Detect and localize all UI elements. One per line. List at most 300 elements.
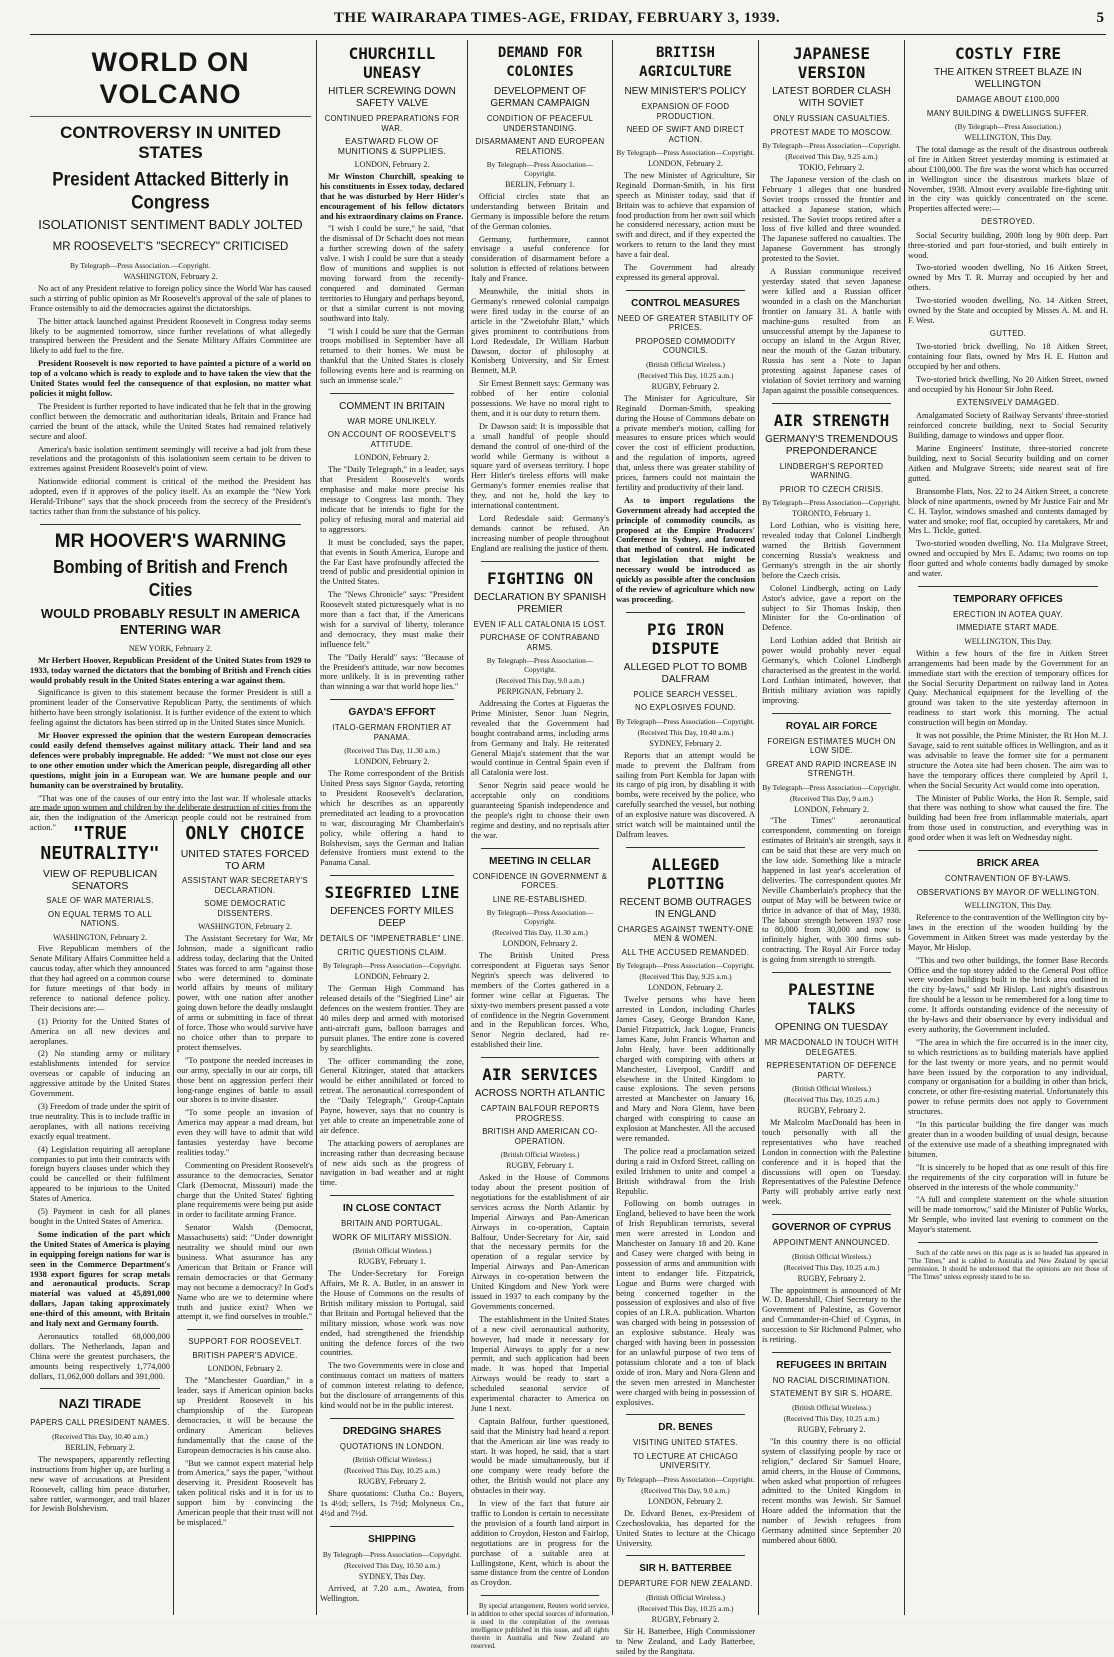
dateline: SYDNEY, This Day. [358,1572,426,1581]
divider [187,1329,303,1330]
dateline: LONDON, February 2. [354,757,430,767]
divider [330,1418,454,1419]
dateline: BERLIN, February 1. [505,180,575,189]
received-time: (Received This Day, 9.25 a.m.) [639,972,732,982]
article-paragraph: "To postpone the needed increases in our army, specially in our air corps, till those bent on aggression perfect their long-range engines of battle to assail our shores is to invite disaster. [177,1055,313,1105]
subheadline: ALL THE ACCUSED REMANDED. [621,947,750,957]
dateline: RUGBY, February 1. [506,1161,574,1171]
subheadline: BRITISH AND AMERICAN CO-OPERATION. [482,1127,598,1146]
article-paragraph: The new Minister of Agriculture, Sir Reginald Dorman-Smith, in his first speech as Minister today, said that if Britain was to achieve that expansion of food production from her own soil which he considered necessary, action must be swift and direct, and if they expected the workers to return to the land they must have a fair deal. [616,170,755,260]
subheadline: OPENING ON TUESDAY [775,1022,888,1034]
article-paragraph: It must be concluded, says the paper, that events in South America, Europe and the Far East have profoundly affected the trend of public and presidential opinion in the United States. [320,537,464,587]
article-paragraph: Twelve persons who have been arrested in London, including Charles James Casey, George Brandon Kane, Daniel Fitzpatrick, Jack Logue, Francis James Kane, John Francis Wharton and John Healy, have been additionally charged with conspiring with others at Manchester, Liverpool, Cardiff and elsewhere in the United Kingdom to cause explosions. The seven persons arrested at Manchester on January 16, and Mary and Nora Glenn, have been charged with conspiring to cause an explosion at Manchester. All the accused were remanded. [616,995,755,1143]
dateline: WASHINGTON, February 2. [52,932,148,942]
article-paragraph: Senator Walsh (Democrat, Massachusetts) said: "Under downright neutrality we should mind our own business. What assurance has any American that Britain or France will remain democracies or that Germany may not become a democracy? In God's Name who are we to determine where truth and justice exist? When we attempt it, we find ourselves in trouble." [177,1223,313,1322]
article-paragraph: Two-storied wooden dwelling, No 16 Aitken Street, owned by Mrs T. R. Murray and occupied by her and others. [908,263,1108,293]
dateline: WASHINGTON, February 2. [123,272,218,281]
article-paragraph: (2) No standing army or military establishments intended for service overseas or capable of inducing an aggressive attitude by the United States Government. [30,1049,170,1099]
subheadline: CRITIC QUESTIONS CLAIM. [337,947,447,957]
dateline: LONDON, February 2. [648,159,723,168]
dateline: RUGBY, February 2. [797,1424,866,1434]
subheadline: IMMEDIATE START MADE. [956,623,1060,633]
subheadline: MR ROOSEVELT'S "SECRECY" CRITICISED [52,241,289,253]
byline: By Telegraph—Press Association—Copyright. [486,908,594,927]
received-time: (Received This Day, 10.25 a.m.) [783,1413,880,1423]
subheadline: ASSISTANT WAR SECRETARY'S DECLARATION. [182,876,308,895]
article-paragraph: The Rome correspondent of the British United Press says Signor Gayda, retorting to President Roosevelt's declaration, which he describes as an apparently premeditated act leading to a provocation to war, discouraging Mr Chamberlain's policy, while offering a hand to Bolshevism, says the German and Italian defensive frontiers must extend to the Panama Canal. [320,769,464,868]
column-rule [316,40,317,1615]
article-paragraph: The "Manchester Guardian," in a leader, says if American opinion backs up President Roosevelt in his championship of the European democracies, it will be because the ordinary American believes fundamentally that the cause of the European democracies is his cause also. [177,1376,313,1455]
article-paragraph: The "News Chronicle" says: "President Roosevelt stated picturesquely what is no more than a fact that, if the Americans wish for a survival of liberty, tolerance and democracy, they must make their influence felt." [320,590,464,649]
divider [330,875,454,876]
article-paragraph: Lord Lothian added that British air power would probably never equal Germany's, which Colonel Lindbergh characterised as the greatest in the world. Lord Lothian intimated, however, that British military aviation was rapidly improving. [762,636,901,705]
article-paragraph: "In this particular building the fire danger was much greater than in a wooden building of usual design, because of the extensive use made of a sheathing impregnated with bitumen. [908,1120,1108,1159]
dateline: WELLINGTON, This Day. [964,901,1052,911]
headline: ALLEGED PLOTTING [646,854,725,893]
article-paragraph: The Minister of Public Works, the Hon R. Semple, said that there was nothing to show what caused the fire. The building had been free from inflammable materials, apart from those used in construction, and everything was in good order when it was left on Wednesday night. [908,793,1108,843]
subheadline: WORK OF MILITARY MISSION. [332,1232,452,1242]
headline: MEETING IN CELLAR [489,855,591,867]
byline: By Telegraph—Press Association—Copyright. [322,1550,462,1559]
divider [772,1352,891,1353]
article-paragraph: Significance is given to this statement because the former President is still a prominent leader of the Conservative Republican Party, the sentiments of which hitherto have been strongly isolationist. It is further evidence of the extent to which feeling against the dictators has been stirred up in the United States since Munich. [30,688,311,728]
subheadline: ALLEGED PLOT TO BOMB DALFRAM [623,661,748,685]
headline: SIR H. BATTERBEE [639,1563,732,1575]
subheadline: EVEN IF ALL CATALONIA IS LOST. [473,619,607,629]
headline: FIGHTING ON [487,568,593,588]
article-paragraph: Two-storied wooden dwelling, No. 11a Mulgrave Street, owned and occupied by Mrs E. Adams; two rooms on top floor gutted and whole contents badly damaged by smoke and water. [908,539,1108,579]
headline: BRITISH AGRICULTURE [639,45,732,80]
subheadline: MR MACDONALD IN TOUCH WITH DELEGATES. [764,1038,899,1057]
subheadline: DEPARTURE FOR NEW ZEALAND. [618,1579,753,1589]
headline: ONLY CHOICE [185,823,305,844]
subheadline: PURCHASE OF CONTRABAND ARMS. [480,633,600,652]
headline: GAYDA'S EFFORT [348,707,436,719]
story-only-choice [177,820,313,1615]
dateline: WELLINGTON, This Day. [964,133,1052,142]
subheadline: GREAT AND RAPID INCREASE IN STRENGTH. [766,759,897,779]
dateline: SYDNEY, February 2. [649,738,722,748]
byline: By Telegraph—Press Association—Copyright. [762,782,901,792]
article-paragraph: The Assistant Secretary for War, Mr Johnson, made a significant radio address today, declaring that the United States was forced to arm "against those who were determined to dominate world affairs by means of military power, with one nation after another going down before the deadly onslaught of arms or submitting in face of threat of force. Those who would survive have no choice other than to prepare to protect themselves. [177,933,313,1052]
byline: By Telegraph—Press Association—Copyright. [616,148,755,157]
subheadline: PRIOR TO CZECH CRISIS. [779,484,884,494]
article-paragraph: Dr Dawson said: It is impossible that a small handful of people should demand the control of one-third of the world while Germany is without a square yard of overseas territory. I hope Herr Hitler's tireless efforts will make Germany's former enemies realise that they, and not he, hold the key to international contentment. [471,421,609,511]
dateline: TOKIO, February 2. [798,163,865,172]
subheadline: BRITISH PAPER'S ADVICE. [192,1350,298,1360]
article-paragraph: Arrived, at 7.20 a.m., Awatea, from Wellington. [320,1583,464,1603]
subheadline: DECLARATION BY SPANISH PREMIER [473,591,607,615]
subheadline: ONLY RUSSIAN CASUALTIES. [773,114,890,123]
dateline: LONDON, February 2. [354,972,430,982]
article-paragraph: "But we cannot expect material help from America," says the paper, "without deserving it. President Roosevelt has taken political risks and it is for us to support him by convincing the American people that their trust will not be misplaced." [177,1458,313,1527]
received-time: (Received This Day, 10.25 a.m.) [783,1262,880,1272]
subheadline: THE AITKEN STREET BLAZE IN WELLINGTON [934,67,1082,90]
source-note: (British Official Wireless.) [792,1402,871,1412]
article-paragraph: Two-storied brick dwelling, No 18 Aitken Street, containing four flats, owned by Mrs H. E. Hutton and occupied by her and others. [908,342,1108,372]
headline: PIG IRON DISPUTE [646,619,725,658]
divider [626,612,745,613]
subheadline: OBSERVATIONS BY MAYOR OF WELLINGTON. [916,887,1100,897]
received-time: (Received This Day, 10.25 a.m.) [637,370,734,380]
headline: COMMENT IN BRITAIN [339,400,445,412]
column-rule [758,40,759,1615]
article-paragraph: A Russian communique received yesterday stated that seven Japanese were killed and a Russian officer wounded in a clash on the Manchurian frontier on January 31. A battle with machine-guns resulted from an unsuccessful attempt by the Japanese to occupy an island in the Argun River, near the mouth of the Gazan tributary. Russia has sent a Note to Japan protesting against Japanese cases of violation of Soviet territory and warning Japan against the possible consequences. [762,267,901,395]
byline: By Telegraph—Press Association—Copyright. [616,961,755,971]
article-paragraph: "That was one of the causes of our entry into the last war. If wholesale attacks are made upon women and children by the deliberate destruction of cities from the air, then the indignation of the American people could not be restrained from action." [30,793,311,833]
subheadline: CONFIDENCE IN GOVERNMENT & FORCES. [472,871,608,891]
subheadline: NEW MINISTER'S POLICY [624,86,747,97]
article-paragraph: The attacking powers of aeroplanes are increasing rather than decreasing because of new aids such as the progress of navigation in bad weather and at night time. [320,1138,464,1188]
divider [481,561,599,562]
article-paragraph: Reports that an attempt would be made to prevent the Dalfram from sailing from Port Kembla for Japan with its cargo of pig iron, by disabling it with bombs, were received by the police, who carefully searched the vessel, but nothing of an explosive nature was discovered. A strict watch will be maintained until the Dalfram leaves. [616,750,755,839]
received-time: (Received This Day, 11.30 a.m.) [344,746,440,756]
dateline: LONDON, February 2. [648,983,723,993]
article-paragraph: Social Security building, 200ft long by 90ft deep. Part three-storied and part four-storied, and built entirely in wood. [908,230,1108,260]
article-paragraph: "This and two other buildings, the former Base Records Office and the top storey added to the General Post office were wooden buildings built in the brick area outlined in the city by-laws," said Mr Hislop. Last night's disastrous fire should be a lesson to be remembered for a long time to come. It affords outstanding evidence of the necessity of the by-laws and their observance by every individual and every authority, the Government included. [908,955,1108,1034]
divider [918,1242,1098,1243]
dateline: RUGBY, February 1. [358,1257,426,1267]
article-paragraph: Following on bomb outrages in England, believed to have been the work of Irish Republican terrorists, several men were arrested in London and Manchester on January 18 and 20. Kane and Casey were charged with being in possession of arms and ammunition with intent to endanger life. Fitzpatrick, Logue and Burns were charged with being concerned together in the possession of explosives and also of five copies of an I.R.A. publication. Wharton was charged with being in possession of an explosive substance. Healy was charged with having been in possession for an unlawful purpose of two tens of potassium chlorate and a ton of black oxide of iron. Mary and Nora Glenn and the seven men arrested in Manchester were charged with being in possession of explosives. [616,1199,755,1407]
section-label: GUTTED. [989,328,1027,338]
article-paragraph: Lord Lothian, who is visiting here, revealed today that Colonel Lindbergh warned the British Government concerning Russia's weakness and Germany's strength in the air shortly before the Czech crisis. [762,521,901,580]
article-paragraph: Within a few hours of the fire in Aitken Street arrangements had been made by the Government for an immediate start with the erection of temporary offices for the Social Security Department on railway land in Aotea Quay. Mechanical equipment for the levelling of the ground was taken to the site yesterday afternoon in readiness to start work this morning. The actual construction will begin on Monday. [908,648,1108,728]
divider [918,586,1098,587]
subheadline: DISARMAMENT AND EUROPEAN RELATIONS. [475,137,605,156]
headline: Bombing of British and French Cities [53,557,288,601]
subheadline: RECENT BOMB OUTRAGES IN ENGLAND [619,896,752,920]
received-time: (Received This Day, 9 a.m.) [790,793,873,803]
subheadline: REPRESENTATION OF DEFENCE PARTY. [766,1061,897,1080]
article-paragraph: (1) Priority for the United States of America on all new devices and aeroplanes. [30,1016,170,1046]
dateline: TORONTO, February 1. [792,509,871,519]
received-time: (Received This Day, 10.50 a.m.) [344,1561,440,1570]
article-paragraph: Mr Winston Churchill, speaking to his constituents in Essex today, declared that he was disturbed by Herr Hitler's encouragement of his fellow dictators and his extraordinary claims on France. [320,171,464,221]
article-paragraph: "It is sincerely to be hoped that as one result of this fire the requirements of the city corporation will in future be observed in the interests of the whole community." [908,1162,1108,1192]
divider [330,393,454,394]
masthead [0,0,1114,34]
article-paragraph: "The Times" aeronautical correspondent, commenting on foreign estimates of Britain's air strength, says it can be said that these are very much on the low side. Something like a miracle happened in last year's acceleration of deliveries. The correspondent quotes Mr Neville Chamberlain's prophecy that the output of May will be between twice or thrice in advance of that of May, 1938. The labour strength between 1937 rose to 80,000 from 30,000 and now is infinitely higher, with 300 firms sub-contracting. The Royal Air Force today is going from strength to strength. [762,816,901,965]
subheadline: CONTRAVENTION OF BY-LAWS. [945,874,1071,884]
subheadline: DEFENCES FORTY MILES DEEP [330,906,454,930]
subheadline: QUOTATIONS IN LONDON. [339,1441,445,1451]
subheadline: NO EXPLOSIVES FOUND. [635,703,736,713]
headline: REFUGEES IN BRITAIN [776,1359,887,1371]
dateline: LONDON, February 2. [207,1364,283,1374]
footnote: By special arrangement, Reuters world service, in addition to other special sources of information, is used in the compilation of the overseas intelligence published in this issue, and all rights therein in Australia and New Zealand are reserved. [471,1603,609,1651]
divider [626,1555,745,1556]
subheadline: PROTEST MADE TO MOSCOW. [770,127,893,137]
article-paragraph: The Under-Secretary for Foreign Affairs, Mr R. A. Butler, in an answer in the House of Commons on the results of British military mission to Portugal, said that Britain and Portugal believed that the military mission, whose work was now ended, had strengthened the friendship uniting the defence forces of the two countries. [320,1269,464,1358]
headline: DREDGING SHARES [342,1425,442,1437]
column-costly-fire [908,40,1108,1615]
article-paragraph: The President is further reported to have indicated that he felt that in the growing conflict between the democratic and authoritarian ideals, Britain and France had carried the brunt of the attack, while the United States had remained relatively secure and aloof. [30,401,311,441]
headline: SHIPPING [368,1534,416,1545]
headline: JAPANESE VERSION [792,44,871,82]
divider [40,524,301,525]
divider [918,850,1098,851]
article-paragraph: The police read a proclamation seized during a raid in Oxford Street, calling on exiled Irishmen to unite and compel a British withdrawal from the Irish Republic. [616,1146,755,1196]
article-paragraph: Official circles state that an understanding between Britain and Germany is impossible before the return of the German colonies. [471,191,609,231]
column-demand-for-colonies [471,40,609,1651]
subheadline: GERMANY'S TREMENDOUS PREPONDERANCE [765,433,898,457]
subheadline: FOREIGN ESTIMATES MUCH ON LOW SIDE. [767,736,896,756]
byline: By Telegraph—Press Association—Copyright. [762,141,901,150]
article-paragraph: The British United Press correspondent at Figueras says Senor Negrin's speech was delivered to members of the Cortes gathered in a former wine cellar at Figueras. The sixty-two members present passed a vote of confidence in the Negrin Government and in the Republican forces. Who, Senor Negrin declared, had re-established their line. [471,951,609,1050]
byline: By Telegraph—Press Association—Copyright. [486,160,594,178]
received-time: (Received This Day, 10.25 a.m.) [637,1603,734,1613]
headline: PALESTINE TALKS [788,980,875,1019]
source-note: (British Official Wireless.) [352,1455,432,1465]
article-paragraph: The total damage as the result of the disastrous outbreak of fire in Aitken Street yesterday morning is estimated at about £100,000. The fire was the worst which has occurred in Wellington since the disastrous markets blaze of November, 1938. Almost every available fire-fighting unit in the city was quickly concentrated on the scene. Properties affected were:— [908,144,1108,214]
dateline: RUGBY, February 2. [358,1477,426,1487]
headline: MR HOOVER'S WARNING [54,530,287,552]
headline: AIR SERVICES [482,1065,598,1085]
subheadline: SUPPORT FOR ROOSEVELT. [188,1337,302,1347]
subheadline: MANY BUILDING & DWELLINGS SUFFER. [926,108,1090,118]
dateline: LONDON, February 2. [648,1496,723,1506]
article-paragraph: Reference to the contravention of the Wellington city by-laws in the erection of the wooden building by the Government in Aitken Street was made yesterday by the Mayor, Mr Hislop. [908,912,1108,952]
article-paragraph: Meanwhile, the initial shots in Germany's renewed colonial campaign were fired today in the course of an article in the "Zweiofuhr Blatt," which gives prominent to contributions from Lord Redesdale, Dr William Harbutt Dawson, doctor of philosophy at Konisberg University, and Sir Ernest Bennett, M.P. [471,287,609,376]
subheadline: BRITAIN AND PORTUGAL. [341,1219,443,1229]
byline: By Telegraph—Press Association.—Copyright. [70,261,211,270]
divider [626,290,745,291]
subheadline: EASTWARD FLOW OF MUNITIONS & SUPPLIES. [337,136,447,156]
article-paragraph: Share quotations: Clutha Co.: Buyers, 1s 4½d; sellers, 1s 7½d; Molyneux Co., 4½d and 7½d. [320,1489,464,1519]
source-note: (British Official Wireless.) [646,1592,725,1602]
headline: COSTLY FIRE [955,44,1061,63]
subheadline: LATEST BORDER CLASH WITH SOVIET [772,86,891,109]
subheadline: SOME DEMOCRATIC DISSENTERS. [204,899,286,918]
divider [330,699,454,700]
article-paragraph: The appointment is announced of Mr W. D. Battershill, Chief Secretary to the Government of Palestine, as Governor and Commander-in-Chief of Cyprus, in succession to Sir Richmond Palmer, who is retiring. [762,1285,901,1345]
received-time: (Received This Day, 10.25 a.m.) [783,1095,880,1105]
article-paragraph: Nationwide editorial comment is critical of the method the President has adopted, even if it approves of the policy itself. As an example the "New York Herald-Tribune" says that the shock proceeds from the secrecy of the President's tactics rather than from the substance of his policy. [30,477,311,516]
footnote: Such of the cable news on this page as is so headed has appeared in "The Times," and is cabled to Australia and New Zealand by special permission. It should be understood that the opinions are not those of "The Times" unless expressly stated to be so. [908,1250,1108,1282]
section-label: DESTROYED. [981,217,1035,227]
headline: TEMPORARY OFFICES [953,593,1063,605]
subheadline: ISOLATIONIST SENTIMENT BADLY JOLTED [38,217,303,232]
subheadline: LINDBERGH'S REPORTED WARNING. [779,461,884,481]
dateline: RUGBY, February 2. [797,1106,866,1116]
subheadline: EXPANSION OF FOOD PRODUCTION. [641,102,730,121]
subheadline: ERECTION IN AOTEA QUAY. [953,609,1063,619]
byline: By Telegraph—Press Association—Copyright. [486,656,594,675]
article-paragraph: Five Republican members of the Senate Military Affairs Committee held a caucus today, after which they announced that they had agreed on a common course for future meetings of that body in reference to national defence policy. Their decisions are:— [30,944,170,1013]
headline: CHURCHILL UNEASY [348,44,436,82]
dateline: WASHINGTON, February 2. [197,922,293,931]
article-paragraph: Senor Negrin said peace would be acceptable only on conditions guaranteeing Spanish independence and the people's right to choose their own regime and destiny, and no reprisals after the war. [471,781,609,840]
dateline: NEW YORK, February 2. [128,643,213,653]
article-paragraph: The bitter attack launched against President Roosevelt in Congress today seems likely to be augmented tomorrow, since further revelations of what allegedly transpired between the President and the Senate Military Affairs Committee are likely to add fuel to the fire. [30,316,311,356]
article-paragraph: Marine Engineers' Institute, three-storied concrete building, next to Social Security building and on corner Aitken and Mulgrave Streets; side nearest seat of fire gutted. [908,444,1108,483]
subheadline: STATEMENT BY SIR S. HOARE. [770,1389,893,1399]
byline: By Telegraph—Press Association—Copyright. [616,716,755,726]
subheadline: NEED OF GREATER STABILITY OF PRICES. [617,313,754,333]
divider [330,1195,454,1196]
dateline: LONDON, February 2. [794,804,869,814]
subheadline: CONTINUED PREPARATIONS FOR WAR. [324,114,460,133]
headline: ROYAL AIR FORCE [785,720,878,732]
article-paragraph: "The area in which the fire occurred is in the inner city, to which restrictions as to building materials have applied for the last twenty or more years, and no permit would have been issued by the corporation to any individual, company or organisation for a building in other than brick, concrete, or other fire-resisting material. Unfortunately this power to refuse permits does not apply to Government structures. [908,1037,1108,1117]
headline: BRICK AREA [976,858,1040,870]
subheadline: CHARGES AGAINST TWENTY-ONE MEN & WOMEN. [617,924,754,944]
article-paragraph: (5) Payment in cash for all planes bought in the United States of America. [30,1207,170,1226]
headline: President Attacked Bitterly in Congress [52,168,289,213]
divider [40,1388,160,1389]
article-paragraph: Two-storied brick dwelling, No 20 Aitken Street, owned and occupied by his Honour Sir John Reed. [908,375,1108,395]
subheadline: DEVELOPMENT OF GERMAN CAMPAIGN [490,86,590,109]
subheadline: LINE RE-ESTABLISHED. [492,894,588,904]
byline: By Telegraph—Press Association—Copyright. [762,498,901,508]
column-rule [612,40,613,1615]
subheadline: ACROSS NORTH ATLANTIC [474,1088,606,1100]
story-true-neutrality [30,820,170,1615]
subheadline: ON EQUAL TERMS TO ALL NATIONS. [48,909,152,928]
received-time: (Received This Day, 9.0 a.m.) [495,676,585,686]
source-note: (British Official Wireless.) [352,1246,432,1256]
divider [481,848,599,849]
dateline: RUGBY, February 2. [797,1273,866,1283]
article-paragraph: Mr Malcolm MacDonald has been in touch personally with all the representatives who have reached London in connection with the Palestine conference and it is hoped that the discussions will open on Tuesday. Representatives of the Palestine Defence Party will probably arrive early next week. [762,1117,901,1207]
subheadline: ITALO-GERMAN FRONTIER AT PANAMA. [332,723,452,742]
subheadline: UNITED STATES FORCED TO ARM [180,848,310,872]
received-time: (Received This Day, 9.25 a.m.) [785,152,878,161]
subheadline: HITLER SCREWING DOWN SAFETY VALVE [328,86,456,109]
article-paragraph: Colonel Lindbergh, acting on Lady Astor's advice, gave a report on the subject to Sir Thomas Inskip, then Minister for the Co-ordination of Defence. [762,583,901,633]
article-paragraph: The Government had already expressed its general approval. [616,263,755,282]
article-paragraph: The Minister for Agriculture, Sir Reginald Dorman-Smith, speaking during the House of Commons debate on a private member's motion, calling for measures to ensure prices which would cover the cost of efficient production, and the regulation of imports, agreed that, unless there was greater stability of prices, farmers could not maintain the fertility and productivity of their land. [616,393,755,492]
received-time: (Received This Day, 10.40 a.m.) [52,1431,148,1441]
subheadline: TO LECTURE AT CHICAGO UNIVERSITY. [632,1451,739,1471]
article-paragraph: Asked in the House of Commons today about the present position of negotiations for the establishment of air services across the North Atlantic by Imperial Airways and Pan-American Airways in co-operation, Captain Balfour, Under-Secretary for Air, said that the necessary permits for the operation of a regular service by Imperial Airways and Pan-American Airways in co-operation between the United Kingdom and New York were issued in 1937 to each company by the Governments concerned. [471,1173,609,1311]
article-paragraph: (4) Legislation requiring all aeroplane companies to put into their contracts with foreign buyers clauses under which they could be cancelled or their fulfilment appeared to be injurious to the United States of America. [30,1144,170,1204]
article-paragraph: America's basic isolation sentiment seemingly will receive a bad jolt from these revelations and the protagonists of this isolationism seem certain to be driven to extremes against President Roosevelt's point of view. [30,444,311,474]
article-paragraph: President Roosevelt is now reported to have painted a picture of a world on top of a volcano which is ready to explode and to have taken the view that the United States would feel the consequence of that explosion, no matter what policies it might follow. [30,359,311,398]
subheadline: NO RACIAL DISCRIMINATION. [772,1375,891,1385]
headline: CONTROVERSY IN UNITED STATES [60,123,281,162]
column-rule [467,40,468,1615]
dateline: RUGBY, February 2. [651,1614,720,1624]
subheadline: ON ACCOUNT OF ROOSEVELT'S ATTITUDE. [327,430,457,449]
divider [772,972,891,973]
headline: GOVERNOR OF CYPRUS [771,1222,892,1234]
masthead-rule [30,34,1106,35]
byline: By Telegraph—Press Association—Copyright. [616,1474,755,1484]
column-rule [904,40,905,1615]
article-paragraph: Amalgamated Society of Railway Servants' three-storied reinforced concrete building, next to Social Security Building, damage to windows and upper floor. [908,411,1108,441]
article-paragraph: "A full and complete statement on the whole situation will be made tomorrow," said the Minister of Public Works, Mr Semple, who invited last evening to comment on the Mayor's statement. [908,1195,1108,1235]
source-note: (British Official Wireless.) [646,359,725,369]
article-paragraph: "In this country there is no official system of classifying people by race or religion," declared Sir Samuel Hoare, amid cheers, in the House of Commons, when asked what proportion of refugees admitted to the United Kingdom in recent months was Jewish. Sir Samuel Hoare added the information that the number of Jewish refugees from Germany admitted since September 20 numbered about 6800. [762,1436,901,1545]
dateline: BERLIN, February 2. [65,1442,135,1452]
divider [30,116,311,117]
article-paragraph: Some indication of the part which the United States of America is playing in equipping foreign nations for war is seen in the Commerce Department's 1938 export figures for scrap metals and aeronautical products. Scrap material was valued at 45,891,000 dollars, Japan taking approximately one-third of this amount, with Britain and Italy next and Germany fourth. [30,1229,170,1329]
article-paragraph: The newspapers, apparently reflecting instructions from higher up, are hurling a new wave of accusations at President Roosevelt, calling him peace disturber, sabre rattler, warmonger, and trail blazer for Jewish Bolshevism. [30,1454,170,1514]
dateline: WELLINGTON, This Day. [964,636,1052,646]
divider [30,810,311,811]
received-time: (Received This Day, 10.40 a.m.) [637,727,734,737]
article-paragraph: The two Governments were in close and continuous contact on matters of matters of common interest relating to defence, but the disclosure of arrangements of this kind would not be in the public interest. [320,1361,464,1410]
subheadline: APPOINTMENT ANNOUNCED. [773,1238,890,1248]
received-time: (Received This Day, 10.25 a.m.) [344,1466,440,1476]
dateline: LONDON, February 2. [354,453,430,463]
article-paragraph: The Japanese version of the clash on February 1 alleges that one hundred Soviet troops crossed the frontier and attacked a Japanese station, which resisted. The Soviet troops retired after a loss of five killed and three wounded. The Japanese suffered no casualties. The Japanese Government has strongly protested to the Soviet. [762,174,901,264]
article-paragraph: Sir Ernest Bennett says: Germany was robbed of her entire colonial possessions. We have no moral right to them, and it is our duty to return them. [471,379,609,418]
received-time: (Received This Day, 9.0 a.m.) [641,1485,730,1495]
dateline: LONDON, February 2. [354,160,430,169]
article-paragraph: No act of any President relative to foreign policy since the World War has caused such a stirring of public opinion as Mr Roosevelt's approval of the sale of planes to France ostensibly to aid the democracies against the dictatorships. [30,283,311,313]
article-paragraph: Bransombe Flats, Nos. 22 to 24 Aitken Street, a concrete block of nine apartments, owned by Mr Justice Fair and Mr C. H. Taylor, windows smashed and contents damaged by water and smoke; roof flat, occupied by caretakers, Mr and Mrs L. Tickle, gutted. [908,486,1108,536]
headline: SIEGFRIED LINE [324,883,460,903]
article-paragraph: The "Daily Telegraph," in a leader, says that President Roosevelt's words emphasise and make more precise his message to Congress last month. They indicate that he intends to fight for the policy of refusing moral and material aid to aggressors. [320,465,464,534]
article-paragraph: It was not possible, the Prime Minister, the Rt Hon M. J. Savage, said to rent suitable offices in Wellington, and as it was advisable to leave the former site for a permanent structure the Aotea site had been chosen. The aim was to have the temporary offices there completed by April 1, when the Social Security Act would come into operation. [908,731,1108,790]
subheadline: DAMAGE ABOUT £100,000 [956,95,1060,104]
byline: (By Telegraph—Press Association.) [955,122,1061,131]
divider [772,403,891,404]
article-paragraph: "I wish I could be sure," he said, "that the dismissal of Dr Schacht does not mean a further screwing down of the safety valve. I wish I could be sure that a steady flow of munitions and supplies is not moving forward from the recently-conquered and dominated German territories to Hungary and perhaps beyond, or that a similar current is not moving southward into Italy. [320,224,464,323]
column-rule [173,820,174,1615]
source-note: (British Official Wireless.) [792,1084,871,1094]
divider [626,847,745,848]
article-paragraph: In view of the fact that future air traffic to London is certain to necessitate the provision of a fourth land airport in addition to Croydon, Heston and Fairlop, negotiations are in progress for the purchase of a suitable area at Lullingstone, Kent, which is about the same distance from the centre of London as Croydon. [471,1499,609,1588]
source-note: (British Official Wireless.) [792,1251,871,1261]
page-number: 5 [1096,10,1104,26]
column-japanese-version [762,40,901,1615]
subheadline: VISITING UNITED STATES. [633,1438,738,1448]
headline: DEMAND FOR COLONIES [497,45,583,80]
subheadline: PAPERS CALL PRESIDENT NAMES. [30,1418,170,1428]
article-paragraph: Captain Balfour, further questioned, said that the Ministry had heard a report that the American air line was ready to start. It was hoped, he said, that a start would be made simultaneously, but if one company were ready before the other, the British would not place any obstacles in their way. [471,1416,609,1496]
subheadline: SALE OF WAR MATERIALS. [46,896,154,905]
article-paragraph: Two-storied wooden dwelling, No. 14 Aitken Street, owned by the State and occupied by Misses A. M. and H. F. West. [908,296,1108,325]
subheadline: WAR MORE UNLIKELY. [347,416,437,426]
divider [626,1414,745,1415]
article-paragraph: Dr. Edvard Benes, ex-President of Czechoslovakia, has departed for the United States to lecture at the Chicago University. [616,1508,755,1548]
headline: "TRUE NEUTRALITY" [40,823,160,864]
masthead-title: THE WAIRARAPA TIMES-AGE, FRIDAY, FEBRUARY 3, 1939. [333,10,781,26]
article-paragraph: The officer commanding the zone, General Kitzinger, stated that attackers would be either annihilated or forced to retreat. The aeronautical correspondent of the "Daily Telegraph," Group-Captain Payne, however, says that no country is yet able to create an impenetrable zone of air defence. [320,1056,464,1135]
article-paragraph: (3) Freedom of trade under the spirit of true neutrality. This is to include traffic in aeroplanes, with all nations receiving exactly equal treatment. [30,1102,170,1141]
headline: DR. BENES [658,1422,713,1434]
column-churchill-uneasy [320,40,464,1615]
dateline: RUGBY, February 2. [651,381,720,391]
article-paragraph: "I wish I could be sure that the German troops mobilised in September have all returned to their homes. We must be thankful that the United States is closely following events here and is rearming on such an immense scale." [320,326,464,386]
divider [481,1057,599,1058]
subheadline: DETAILS OF "IMPENETRABLE" LINE. [320,934,464,944]
dateline: PERPIGNAN, February 2. [497,687,583,697]
article-paragraph: Commenting on President Roosevelt's assurance to the democracies, Senator Clark (Democrat, Missouri) made the charge that the United States' fighting plane requirements were being put aside in order to facilitate arming France. [177,1160,313,1220]
article-paragraph: Addressing the Cortes at Figueras the Prime Minister, Senor Juan Negrin, revealed that the Government had bought contraband arms, including arms from Germany and Italy. He reiterated General Miaja's statement that the war would continue in Central Spain even if all Catalonia were lost. [471,699,609,778]
divider [481,1595,599,1596]
article-paragraph: The establishment in the United States of a new civil aeronautical authority, however, had made it necessary for Imperial Airways to apply for a new permit, and such application had been made. It was hoped that Imperial Airways would be ready to start a scheduled seasonal service of experimental character to America on June 1 next. [471,1314,609,1413]
article-paragraph: "To some people an invasion of America may appear a mad dream, but even they will have to admit that wild fantasies yesterday have become realities today." [177,1108,313,1157]
divider [772,1214,891,1215]
subheadline: NEED OF SWIFT AND DIRECT ACTION. [626,125,745,144]
article-paragraph: Aeronautics totalled 68,000,000 dollars. The Netherlands, Japan and China were the greatest purchasers, the amounts being respectively 1,774,000 dollars, 11,062,000 dollars and 391,000. [30,1331,170,1381]
byline: By Telegraph—Press Association—Copyright. [322,961,462,971]
article-paragraph: As to import regulations the Government already had accepted the principle of commodity councils, as proposed at the Empire Producers' Conference in Sydney, and favoured that method of control. He indicated that legislation that might be necessary would be introduced as quickly as possible after the conclusion of the review of agriculture which now was proceeding. [616,495,755,604]
column-british-agriculture [616,40,755,1656]
article-paragraph: Mr Herbert Hoover, Republican President of the United States from 1929 to 1933, today warned the dictators that the bombing of British and French cities would probably result in the United States entering a war against them. [30,655,311,685]
article-paragraph: Sir H. Batterbee, High Commissioner to New Zealand, and Lady Batterbee, sailed by the Rangitata. [616,1626,755,1656]
section-label: EXTENSIVELY DAMAGED. [956,397,1060,407]
source-note: (British Official Wireless.) [500,1150,580,1160]
subheadline: POLICE SEARCH VESSEL. [633,689,738,699]
headline: NAZI TIRADE [58,1396,142,1412]
headline: IN CLOSE CONTACT [342,1203,442,1215]
article-paragraph: Mr Hoover expressed the opinion that the western European democracies could easily defend themselves against military attack. Their land and sea defences were probably impregnable. He added: "We must not close our eyes to one other emotion under which the American people, disregarding all other questions, might join in a European war. We are humane people and our humanity can be overstrained by brutality. [30,731,311,790]
